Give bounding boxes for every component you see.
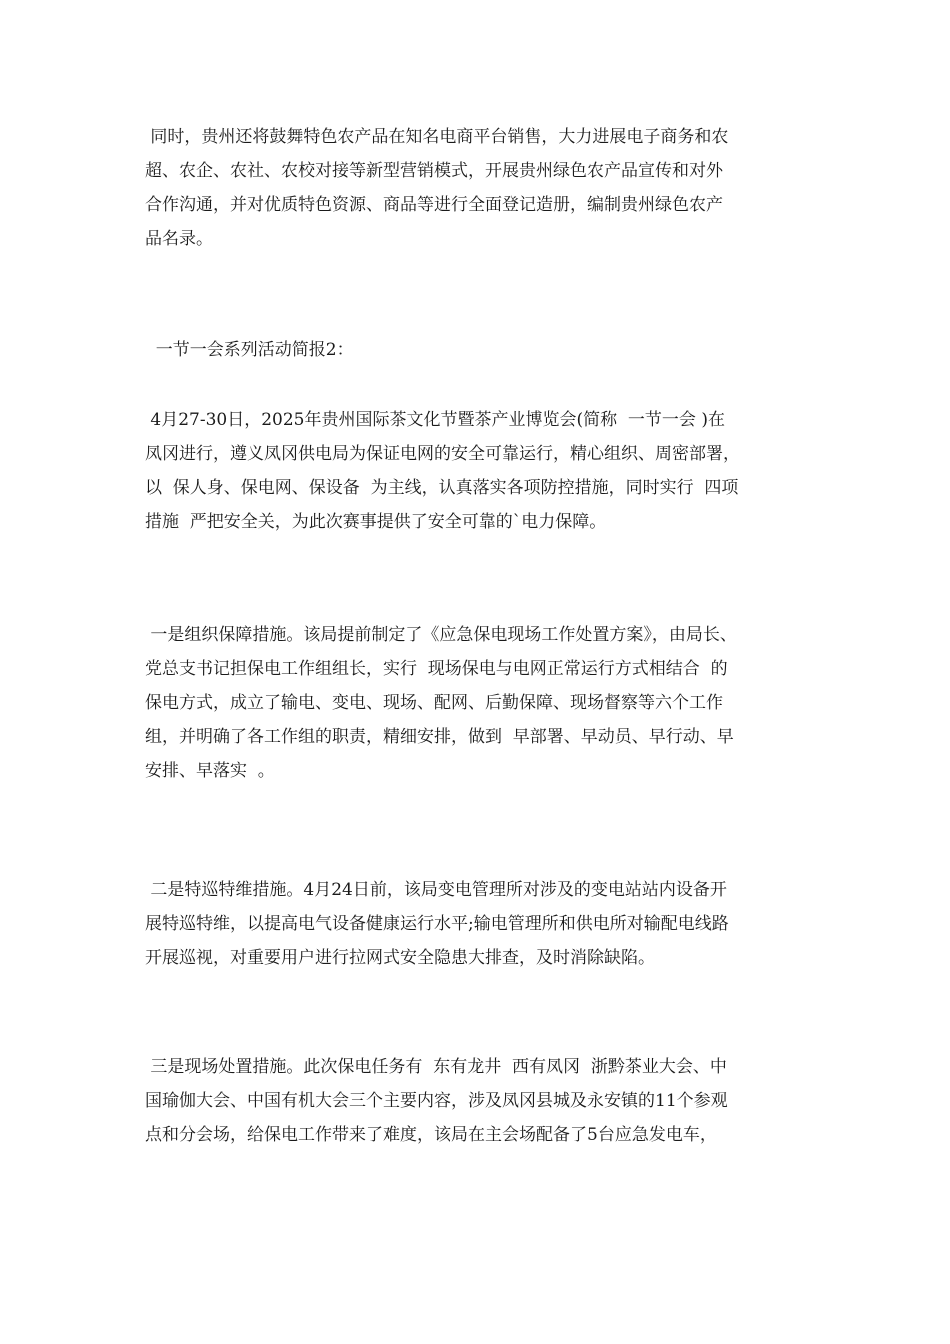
- paragraph-event-intro: [145, 403, 825, 539]
- text-line: 三是现场处置措施。此次保电任务有 东有龙井 西有凤冈 浙黔茶业大会、中: [145, 1057, 727, 1077]
- text-line: 展特巡特维，以提高电气设备健康运行水平;输电管理所和供电所对输配电线路: [145, 914, 729, 934]
- paragraph-measure-one: [145, 618, 825, 788]
- paragraph-measure-two: [145, 873, 825, 975]
- text-line: 党总支书记担保电工作组组长，实行 现场保电与电网正常运行方式相结合 的: [145, 659, 728, 679]
- heading-line: 一节一会系列活动简报2：: [145, 340, 354, 360]
- text-line: 国瑜伽大会、中国有机大会三个主要内容，涉及凤冈县城及永安镇的11个参观: [145, 1091, 728, 1111]
- text-line: 组，并明确了各工作组的职责，精细安排，做到 早部署、早动员、早行动、早: [145, 727, 734, 747]
- text-line: 4月27-30日，2025年贵州国际茶文化节暨茶产业博览会(简称 一节一会 )在: [145, 410, 725, 430]
- text-line: 品名录。: [145, 229, 213, 249]
- text-line: 安排、早落实 。: [145, 761, 275, 781]
- text-line: 凤冈进行，遵义凤冈供电局为保证电网的安全可靠运行，精心组织、周密部署，: [145, 444, 740, 464]
- text-line: 措施 严把安全关，为此次赛事提供了安全可靠的`电力保障。: [145, 512, 607, 532]
- text-line: 超、农企、农社、农校对接等新型营销模式，开展贵州绿色农产品宣传和对外: [145, 161, 723, 181]
- paragraph-ecommerce: [145, 120, 825, 256]
- text-line: 点和分会场，给保电工作带来了难度，该局在主会场配备了5台应急发电车，: [145, 1125, 717, 1145]
- text-line: 一是组织保障措施。该局提前制定了《应急保电现场工作处置方案》，由局长、: [145, 625, 737, 645]
- text-line: 以 保人身、保电网、保设备 为主线，认真落实各项防控措施，同时实行 四项: [145, 478, 739, 498]
- section-heading: [145, 333, 825, 367]
- paragraph-measure-three: [145, 1050, 825, 1152]
- text-line: 保电方式，成立了输电、变电、现场、配网、后勤保障、现场督察等六个工作: [145, 693, 723, 713]
- text-line: 同时，贵州还将鼓舞特色农产品在知名电商平台销售，大力进展电子商务和农: [145, 127, 729, 147]
- text-line: 二是特巡特维措施。4月24日前，该局变电管理所对涉及的变电站站内设备开: [145, 880, 727, 900]
- text-line: 开展巡视，对重要用户进行拉网式安全隐患大排查，及时消除缺陷。: [145, 948, 655, 968]
- text-line: 合作沟通，并对优质特色资源、商品等进行全面登记造册，编制贵州绿色农产: [145, 195, 723, 215]
